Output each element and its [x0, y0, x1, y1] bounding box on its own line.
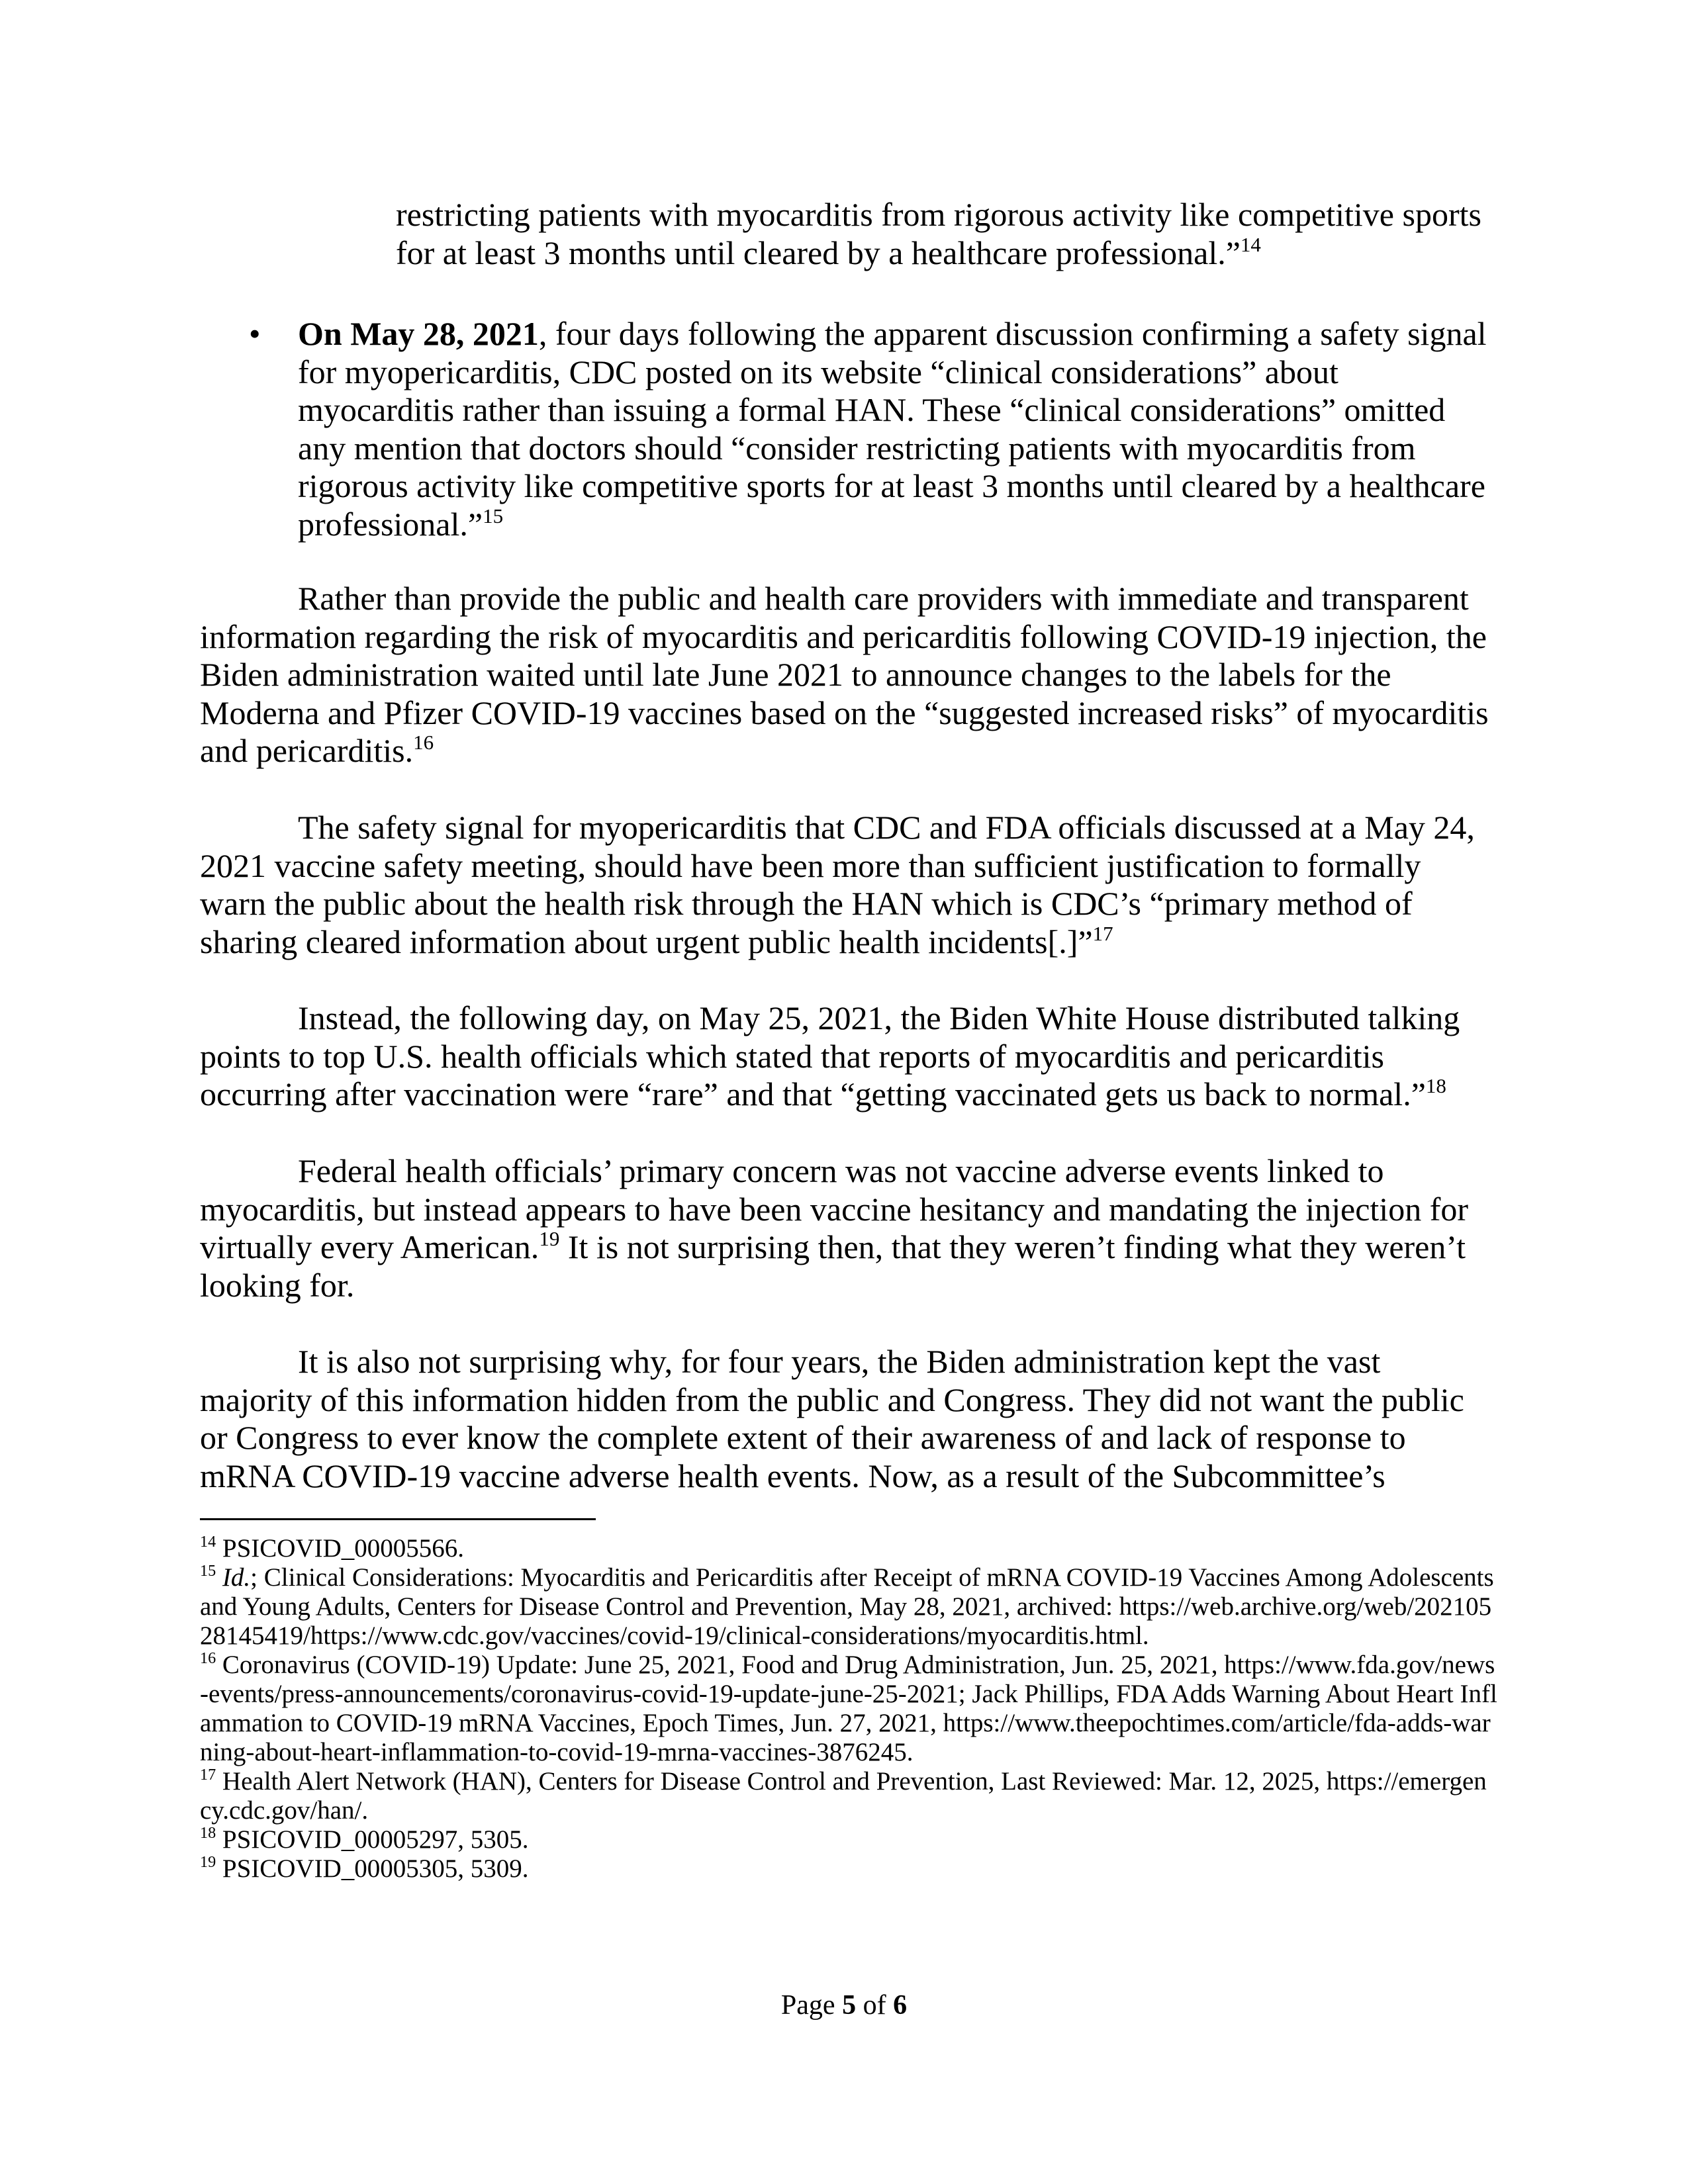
- footnote: [200, 1563, 1497, 1651]
- footnote: [200, 1854, 1497, 1884]
- paragraph-text: Instead, the following day, on May 25, 2021, the Biden White House distributed talking points to top U.S. health officials which stated that reports of myocarditis and pericarditis occurring after vaccination were “rare” and that “getting vaccinated gets us back to normal.”: [200, 999, 1460, 1113]
- footnote-text: ; Clinical Considerations: Myocarditis and Pericarditis after Receipt of mRNA COVID-19 Vaccines Among Adolescents and Young Adults, Centers for Disease Control and Prevention, May 28, 2021, archived:: [200, 1563, 1494, 1621]
- footnote-link[interactable]: https://web.archive.org/web/20210528145419/https://www.cdc.gov/vaccines/covid-19/clinical-considerations/myocarditis.html.: [200, 1592, 1492, 1650]
- footnote-number: 16: [200, 1649, 216, 1668]
- paragraph: [200, 1152, 1495, 1304]
- footnote-number: 14: [200, 1533, 216, 1551]
- bullet-date: On May 28, 2021: [298, 315, 539, 352]
- footnote-number: 15: [200, 1562, 216, 1580]
- footnote-text: PSICOVID_00005566.: [216, 1534, 465, 1563]
- paragraph: [200, 999, 1495, 1114]
- paragraph-text: It is not surprising then, that they weren’t finding what they weren’t looking for.: [200, 1228, 1466, 1304]
- page-of-label: of: [856, 1990, 894, 2021]
- footnote-ref[interactable]: 14: [1240, 232, 1261, 256]
- footnote-number: 17: [200, 1766, 216, 1784]
- footnote-link[interactable]: https://www.theepochtimes.com/article/fda-adds-warning-about-heart-inflammation-to-covid-19-mrna-vaccines-3876245.: [200, 1709, 1491, 1766]
- footnote-ref[interactable]: 16: [413, 730, 434, 754]
- footnote: [200, 1767, 1497, 1825]
- footnote-number: 19: [200, 1853, 216, 1872]
- quote-text: restricting patients with myocarditis from rigorous activity like competitive sports for at least 3 months until cleared by a healthcare professional.”: [396, 196, 1481, 271]
- footnote: [200, 1651, 1497, 1767]
- bullet-body: , four days following the apparent discussion confirming a safety signal for myopericarditis, CDC posted on its website “clinical considerations” about myocarditis rather than issuing a formal HAN. These “clinical considerations” omitted any mention that doctors should “consider restricting patients with myocarditis from rigorous activity like competitive sports for at least 3 months until cleared by a healthcare professional.”: [298, 315, 1487, 543]
- page-number: [0, 1989, 1688, 2021]
- footnote-text: Health Alert Network (HAN), Centers for Disease Control and Prevention, Last Reviewed: Mar. 12, 2025,: [216, 1767, 1327, 1796]
- current-page: 5: [842, 1990, 857, 2021]
- footnote-ref[interactable]: 19: [539, 1226, 560, 1250]
- footnote-number: 18: [200, 1824, 216, 1843]
- footnote-ref[interactable]: 18: [1425, 1073, 1446, 1097]
- paragraph-text: The safety signal for myopericarditis that CDC and FDA officials discussed at a May 24, 2021 vaccine safety meeting, should have been more than sufficient justification to formally warn the public about the health risk through the HAN which is CDC’s “primary method of sharing cleared information about urgent public health incidents[.]”: [200, 809, 1475, 960]
- footnote-text: Coronavirus (COVID-19) Update: June 25, 2021, Food and Drug Administration, Jun. 25, 2021,: [216, 1651, 1225, 1679]
- quote-continuation: [396, 196, 1495, 272]
- footnote-text: PSICOVID_00005297, 5305.: [216, 1825, 529, 1854]
- footnote-id-italic: Id.: [222, 1563, 251, 1592]
- paragraph-text: Rather than provide the public and health care providers with immediate and transparent information regarding the risk of myocarditis and pericarditis following COVID-19 injection, the Biden administration waited until late June 2021 to announce changes to the labels for the Moderna and Pfizer COVID-19 vaccines based on the “suggested increased risks” of myocarditis and pericarditis.: [200, 580, 1489, 769]
- footnote-link[interactable]: https://www.fda.gov/news-events/press-announcements/coronavirus-covid-19-update-june-25-2021: [200, 1651, 1495, 1708]
- page-label: Page: [780, 1990, 843, 2021]
- paragraph-text: Federal health officials’ primary concern was not vaccine adverse events linked to myocarditis, but instead appears to have been vaccine hesitancy and mandating the injection for virtually every American.: [200, 1152, 1468, 1265]
- footnote-divider: [200, 1518, 596, 1520]
- footnote-ref[interactable]: 15: [483, 504, 504, 527]
- total-pages: 6: [893, 1990, 908, 2021]
- footnote: [200, 1825, 1497, 1854]
- bullet-text: [298, 315, 1495, 543]
- paragraph-text: It is also not surprising why, for four years, the Biden administration kept the vast majority of this information hidden from the public and Congress. They did not want the public or Congress to ever know the complete extent of their awareness of and lack of response to mRNA COVID-19 vaccine adverse health events. Now, as a result of the Subcommittee’s: [200, 1343, 1464, 1494]
- footnote: [200, 1534, 1497, 1563]
- paragraph: [200, 1343, 1495, 1495]
- footnotes: [200, 1534, 1497, 1884]
- footnote-ref[interactable]: 17: [1092, 921, 1113, 945]
- footnote-text: PSICOVID_00005305, 5309.: [216, 1854, 529, 1883]
- footnote-text: ; Jack Phillips, FDA Adds Warning About Heart Inflammation to COVID-19 mRNA Vaccines, Epoch Times, Jun. 27, 2021,: [200, 1680, 1497, 1737]
- footnote-link[interactable]: https://emergency.cdc.gov/han/.: [200, 1767, 1487, 1825]
- bullet-marker: •: [249, 315, 261, 352]
- paragraph: [200, 809, 1495, 961]
- paragraph: [200, 580, 1495, 770]
